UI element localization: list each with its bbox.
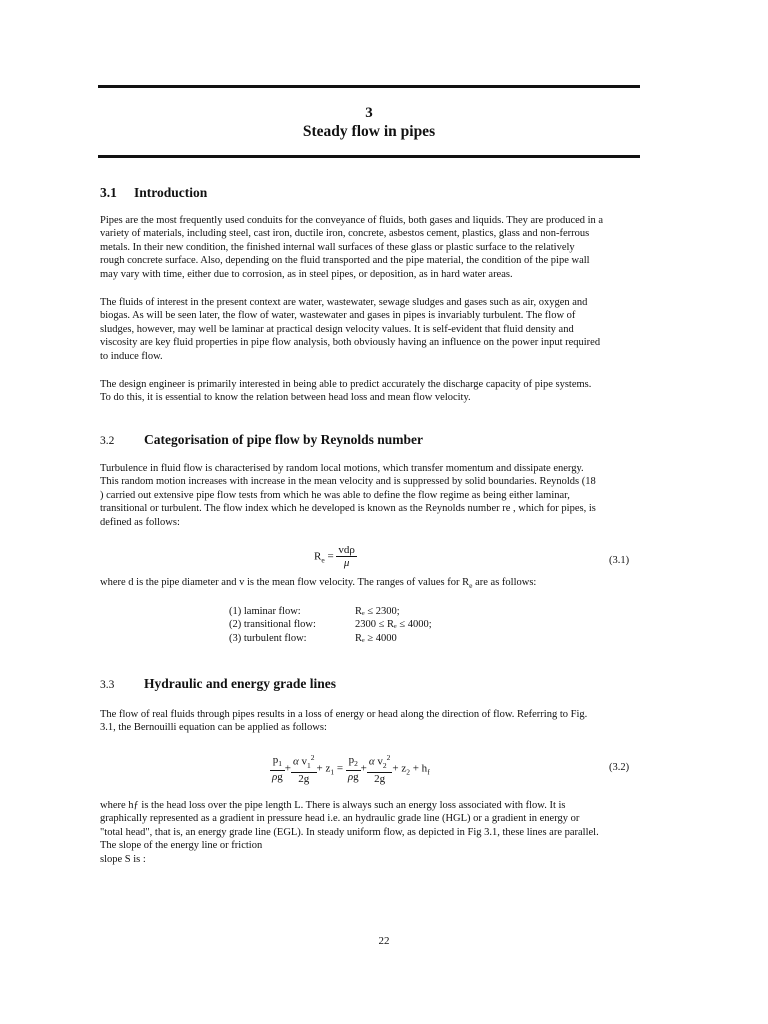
text-line: Turbulence in fluid flow is characterised by random local motions, which transfer momentum and dissipate energy.	[100, 463, 584, 474]
intro-paragraph-1	[100, 214, 670, 281]
section-title: Categorisation of pipe flow by Reynolds number	[144, 432, 424, 447]
text-line: rough concrete surface. Also, depending on the fluid transported and the pipe material, the condition of the pipe wall	[100, 255, 590, 267]
text-line: ) carried out extensive pipe flow tests from which he was able to define the flow regime as being either laminar,	[100, 489, 570, 501]
grade-paragraph	[100, 708, 670, 735]
eq-fraction: $\frac{\alpha v_1^2}{2g}$	[293, 753, 315, 785]
text-line: where hƒ is the head loss over the pipe length L. There is always such an energy loss associated with flow. It is	[100, 800, 566, 811]
section-title: Introduction	[134, 185, 208, 200]
text-line: The design engineer is primarily interested in being able to predict accurately the discharge capacity of pipe systems.	[100, 379, 592, 390]
text-line: viscosity are key fluid properties in pipe flow analysis, both obviously having an influence on the power input required	[100, 337, 601, 349]
chapter-title: Steady flow in pipes	[302, 123, 436, 140]
eq-fraction	[336, 544, 357, 570]
eq-numerator: vdρ	[338, 544, 355, 556]
text-line: The flow of real fluids through pipes results in a loss of energy or head along the direction of flow. Referring to Fig.	[100, 709, 588, 720]
equation-number-3-1: (3.1)	[609, 555, 630, 566]
eq-fraction: $\frac{p_2}{\rho g}$	[347, 753, 359, 784]
chapter-number: 3	[365, 105, 373, 121]
text-line: sludges, however, may well be laminar at practical design velocity values. It is self-evident that fluid density and	[100, 323, 574, 335]
section-number: 3.1	[100, 185, 117, 200]
text-line: slope S is :	[100, 853, 146, 865]
eq-fraction: $\frac{\alpha v_2^2}{2g}$	[368, 753, 391, 785]
text-line: "total head", that is, an energy grade line (EGL). In steady uniform flow, as depicted in Fig 3.1, these lines are parallel.	[100, 826, 599, 838]
text-line: metals. In their new condition, the finished internal wall surfaces of these glass or plastic surface to the relatively	[100, 241, 575, 253]
text-line: To do this, it is essential to know the relation between head loss and mean flow velocity.	[100, 392, 471, 404]
text-line: defined as follows:	[100, 516, 180, 528]
text-line: The slope of the energy line or friction	[100, 840, 263, 852]
equation-number-3-2: (3.2)	[609, 762, 630, 773]
subscript: e	[469, 581, 473, 591]
regime-condition: 2300 ≤ Rₑ ≤ 4000;	[355, 619, 432, 631]
text-line: Pipes are the most frequently used conduits for the conveyance of fluids, both gases and liquids. They are produced in a	[100, 215, 604, 226]
section-heading-3-3	[100, 676, 336, 692]
regime-label: (1) laminar flow:	[229, 606, 301, 617]
regime-label: (3) turbulent flow:	[229, 632, 307, 644]
text-line: 3.1, the Bernouilli equation can be applied as follows:	[100, 722, 327, 734]
section-number: 3.2	[100, 435, 115, 447]
text-line	[100, 576, 670, 593]
text-line: may vary with time, either due to corrosion, as in steel pipes, or deposition, as in hard water areas.	[100, 268, 513, 280]
section-title: Hydraulic and energy grade lines	[144, 676, 336, 691]
eq-denominator: μ	[343, 557, 350, 569]
eq-lhs: R	[314, 550, 322, 563]
headloss-paragraph	[100, 799, 670, 866]
text-line: biogas. As will be seen later, the flow of water, wastewater and gases in pipes is invariably turbulent. The flow of	[100, 310, 576, 322]
equation-3-1: $R_e$ = $\frac{\text{vdρ}}{\mu}$	[314, 544, 355, 569]
text-span: are as follows:	[472, 577, 537, 588]
section-heading-3-1	[100, 185, 207, 201]
top-rule	[98, 85, 640, 88]
text-line: The fluids of interest in the present context are water, wastewater, sewage sludges and gases such as air, oxygen and	[100, 297, 588, 308]
equation-3-2: $\frac{p_1}{\rho g}$ + $\frac{\alpha v_1^2}{2g}$ + $z_1$ = $\frac{p_2}{\rho g}$ + $\frac{\alpha v_2^2}{2g}$ + $z_2 + h_f$	[272, 753, 430, 785]
text-line: This random motion increases with increase in the mean velocity and is suppressed by solid boundaries. Reynolds (18	[100, 476, 596, 488]
text-line: variety of materials, including steel, cast iron, ductile iron, concrete, asbestos cement, plastics, glass and non-ferrous	[100, 228, 590, 240]
bottom-rule	[98, 155, 640, 158]
section-heading-3-2	[100, 432, 423, 448]
text-span: where d is the pipe diameter and v is the mean flow velocity. The ranges of values for R	[100, 577, 470, 588]
page-number: 22	[378, 935, 390, 947]
text-line: graphically represented as a gradient in pressure head i.e. an hydraulic grade line (HGL) or a gradient in energy or	[100, 813, 580, 825]
text-line: to induce flow.	[100, 350, 163, 362]
eq-fraction: $\frac{p_1}{\rho g}$	[272, 753, 283, 784]
intro-paragraph-3	[100, 378, 670, 405]
reynolds-paragraph	[100, 462, 670, 529]
regime-condition: Rₑ ≤ 2300;	[355, 606, 400, 617]
regime-condition: Rₑ ≥ 4000	[355, 632, 397, 644]
intro-paragraph-2	[100, 296, 670, 363]
section-number: 3.3	[100, 679, 115, 691]
eq-lhs-sub: e	[321, 555, 325, 565]
text-line: transitional or turbulent. The flow index which he developed is known as the Reynolds number re , which for pipes, is	[100, 503, 596, 515]
regime-label: (2) transitional flow:	[229, 619, 316, 631]
ranges-intro	[100, 576, 670, 593]
